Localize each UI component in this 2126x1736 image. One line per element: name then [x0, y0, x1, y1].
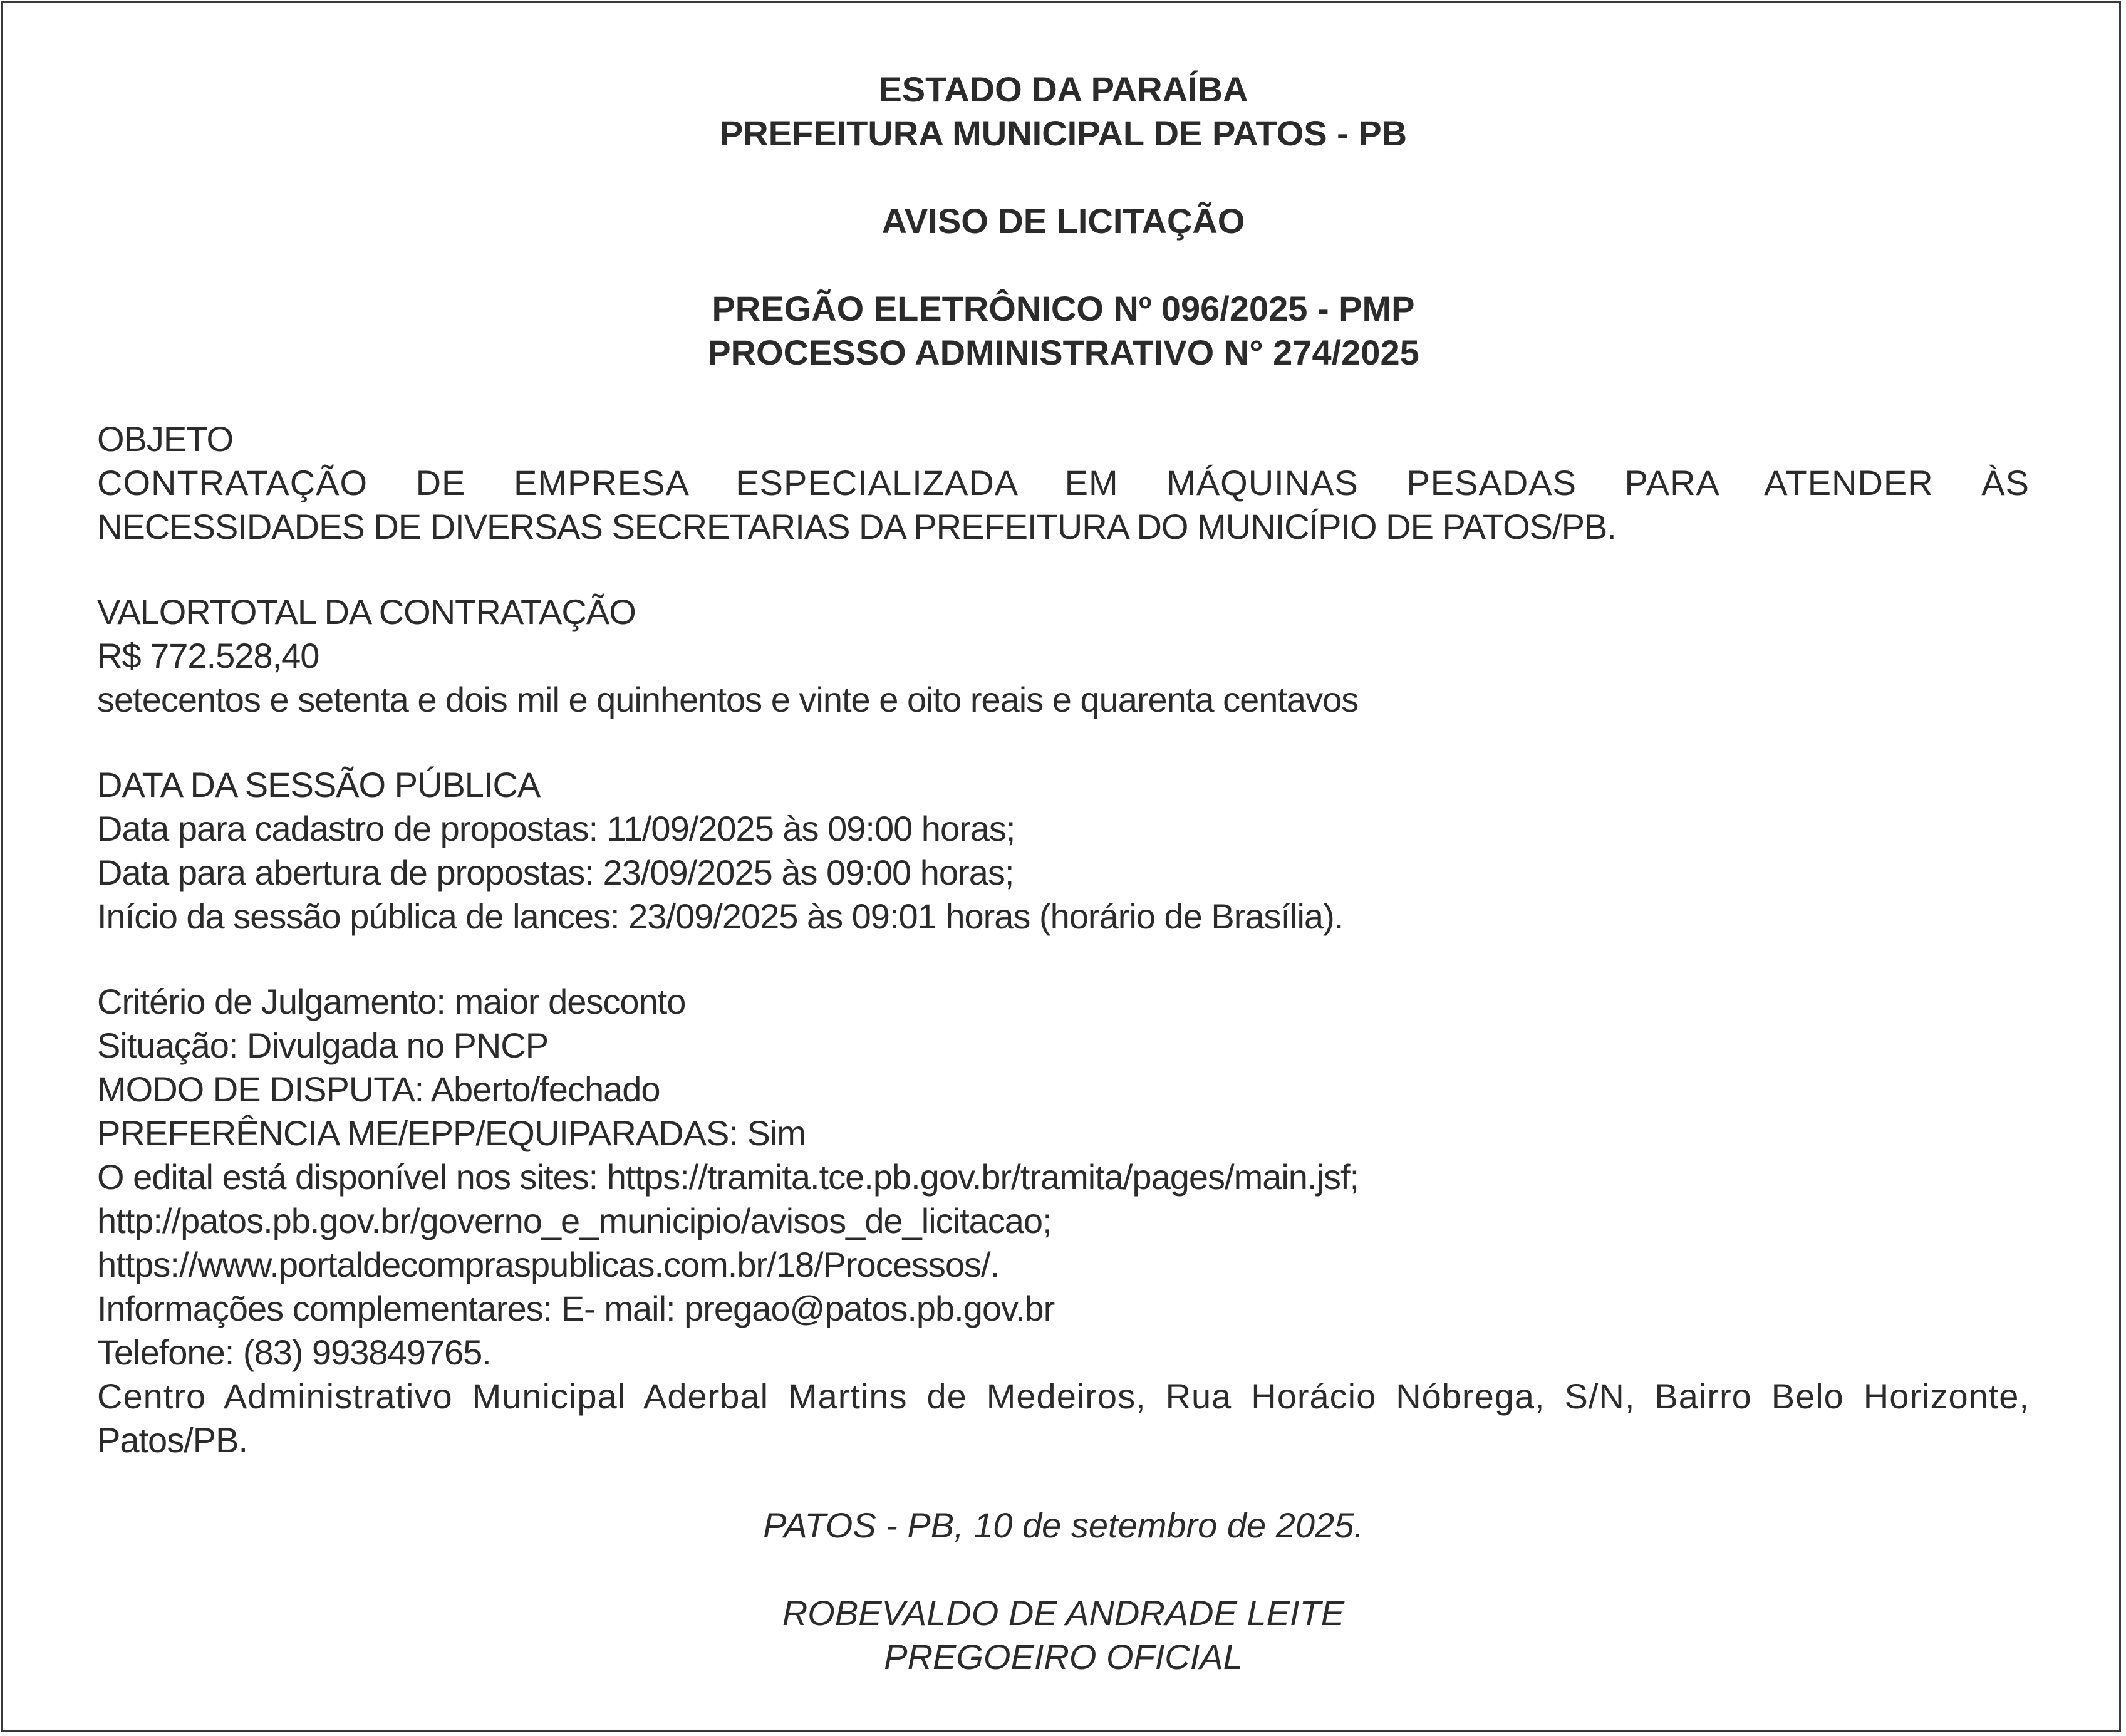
endereco-city: Patos/PB.: [97, 1420, 248, 1460]
notice-header: [97, 68, 2030, 375]
site-portal-compras: https://www.portaldecompraspublicas.com.br/18/Processos/.: [97, 1245, 1000, 1284]
state-heading: ESTADO DA PARAÍBA: [878, 70, 1248, 109]
signer-name: ROBEVALDO DE ANDRADE LEITE: [782, 1593, 1345, 1633]
valor-section: [97, 590, 2030, 722]
sessao-cadastro: Data para cadastro de propostas: 11/09/2025 às 09:00 horas;: [97, 809, 1015, 848]
pregao-number: PREGÃO ELETRÔNICO Nº 096/2025 - PMP: [712, 289, 1415, 328]
objeto-label: OBJETO: [97, 419, 234, 459]
preferencia: PREFERÊNCIA ME/EPP/EQUIPARADAS: Sim: [97, 1113, 806, 1153]
objeto-text-line1: CONTRATAÇÃO DE EMPRESA ESPECIALIZADA EM MÁQUINAS PESADAS PARA ATENDER ÀS: [97, 463, 2030, 502]
municipality-heading: PREFEITURA MUNICIPAL DE PATOS - PB: [719, 113, 1408, 153]
site-patos: http://patos.pb.gov.br/governo_e_municipio/avisos_de_licitacao;: [97, 1201, 1052, 1240]
sessao-inicio: Início da sessão pública de lances: 23/09/2025 às 09:01 horas (horário de Brasília).: [97, 897, 1344, 936]
criterio-julgamento: Critério de Julgamento: maior desconto: [97, 982, 686, 1021]
sessao-section: [97, 763, 2030, 938]
info-complementares: Informações complementares: E- mail: pregao@patos.pb.gov.br: [97, 1289, 1055, 1328]
details-section: [97, 980, 2030, 1462]
endereco: Centro Administrativo Municipal Aderbal Martins de Medeiros, Rua Horácio Nóbrega, S/N, Bairro Belo Horizonte,: [97, 1376, 2030, 1416]
notice-title: AVISO DE LICITAÇÃO: [881, 201, 1245, 241]
processo-number: PROCESSO ADMINISTRATIVO N° 274/2025: [707, 333, 1419, 372]
situacao: Situação: Divulgada no PNCP: [97, 1026, 549, 1065]
objeto-section: [97, 417, 2030, 549]
signer-role: PREGOEIRO OFICIAL: [884, 1637, 1243, 1676]
sessao-abertura: Data para abertura de propostas: 23/09/2025 às 09:00 horas;: [97, 853, 1014, 892]
valor-in-words: setecentos e setenta e dois mil e quinhentos e vinte e oito reais e quarenta centavos: [97, 680, 1359, 719]
modo-disputa: MODO DE DISPUTA: Aberto/fechado: [97, 1069, 660, 1109]
edital-sites: O edital está disponível nos sites: https://tramita.tce.pb.gov.br/tramita/pages/main.jsf;: [97, 1157, 1359, 1197]
telefone: Telefone: (83) 993849765.: [97, 1333, 491, 1372]
objeto-text-line2: NECESSIDADES DE DIVERSAS SECRETARIAS DA PREFEITURA DO MUNICÍPIO DE PATOS/PB.: [97, 507, 1616, 546]
notice-footer: [97, 1504, 2030, 1679]
place-date: PATOS - PB, 10 de setembro de 2025.: [763, 1505, 1364, 1545]
sessao-label: DATA DA SESSÃO PÚBLICA: [97, 765, 541, 804]
notice-content: [97, 68, 2030, 1679]
valor-amount: R$ 772.528,40: [97, 636, 319, 675]
valor-label: VALORTOTAL DA CONTRATAÇÃO: [97, 592, 636, 632]
